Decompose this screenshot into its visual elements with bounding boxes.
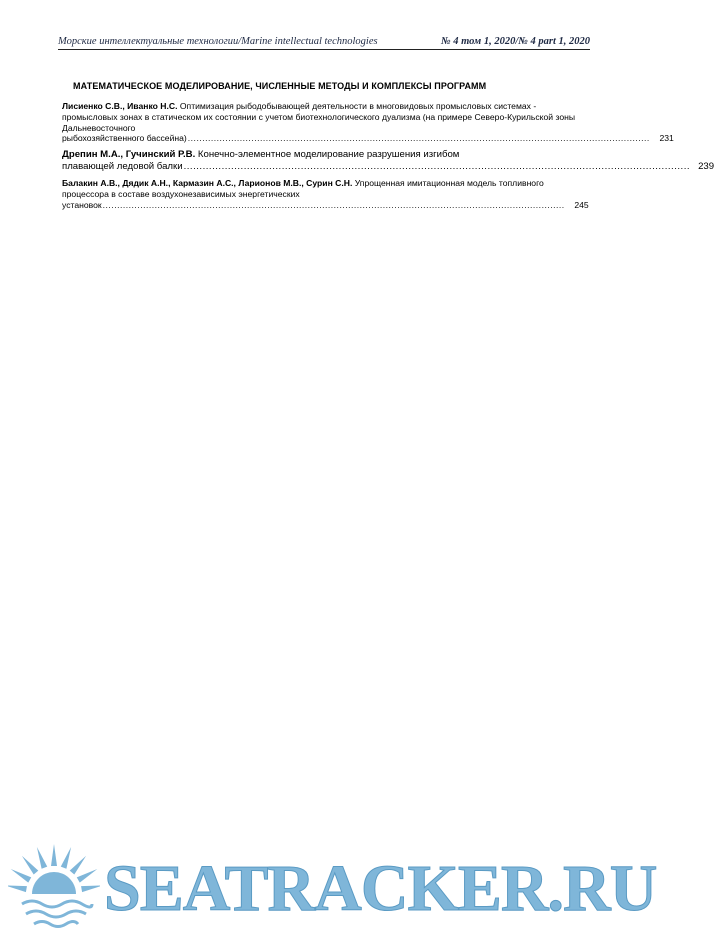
watermark-text: SEATRACKER.RU <box>104 852 657 925</box>
toc-entry[interactable] <box>62 149 714 173</box>
table-of-contents <box>62 101 714 216</box>
leader-dots: ................................................................................................................................................................ <box>183 161 691 173</box>
entry-title: Оптимизация рыбодобывающей деятельности в многовидовых промысловых системах - промысловых зонах в статическом их состоянии с учетом биотехнологического дуализма (на примере Северо-Курильской зоны Дальневосточного <box>62 101 576 133</box>
entry-page: 239 <box>698 161 714 173</box>
toc-entry[interactable] <box>62 101 674 144</box>
entry-page: 231 <box>659 133 674 144</box>
entry-title: Конечно-элементное моделирование разрушения изгибом <box>195 149 460 161</box>
entry-title-tail: рыбохозяйственного бассейна) <box>62 133 187 144</box>
running-header <box>58 36 590 50</box>
watermark <box>0 838 663 941</box>
entry-authors: Лисиенко С.В., Иванко Н.С. <box>62 101 178 111</box>
entry-authors: Балакин А.В., Дядик А.Н., Кармазин А.С., Ларионов М.В., Сурин С.Н. <box>62 178 353 189</box>
entry-title-tail: установок <box>62 199 102 210</box>
issue-number: № 4 том 1, 2020/№ 4 part 1, 2020 <box>441 36 590 47</box>
journal-title: Морские интеллектуальные технологии/Marine intellectual technologies <box>58 36 378 47</box>
entry-authors: Дрепин М.А., Гучинский Р.В. <box>62 149 196 161</box>
toc-entry[interactable] <box>62 178 589 210</box>
entry-title: Упрощенная имитационная модель топливного процессора в составе воздухонезависимых энергетических <box>62 178 544 199</box>
leader-dots: ................................................................................................................................................................ <box>102 199 565 210</box>
entry-title-tail: плавающей ледовой балки <box>62 161 183 173</box>
section-title: МАТЕМАТИЧЕСКОЕ МОДЕЛИРОВАНИЕ, ЧИСЛЕННЫЕ МЕТОДЫ И КОМПЛЕКСЫ ПРОГРАММ <box>73 81 487 91</box>
entry-page: 245 <box>574 199 589 210</box>
leader-dots: ................................................................................................................................................................ <box>187 133 650 144</box>
sun-icon <box>8 842 100 934</box>
